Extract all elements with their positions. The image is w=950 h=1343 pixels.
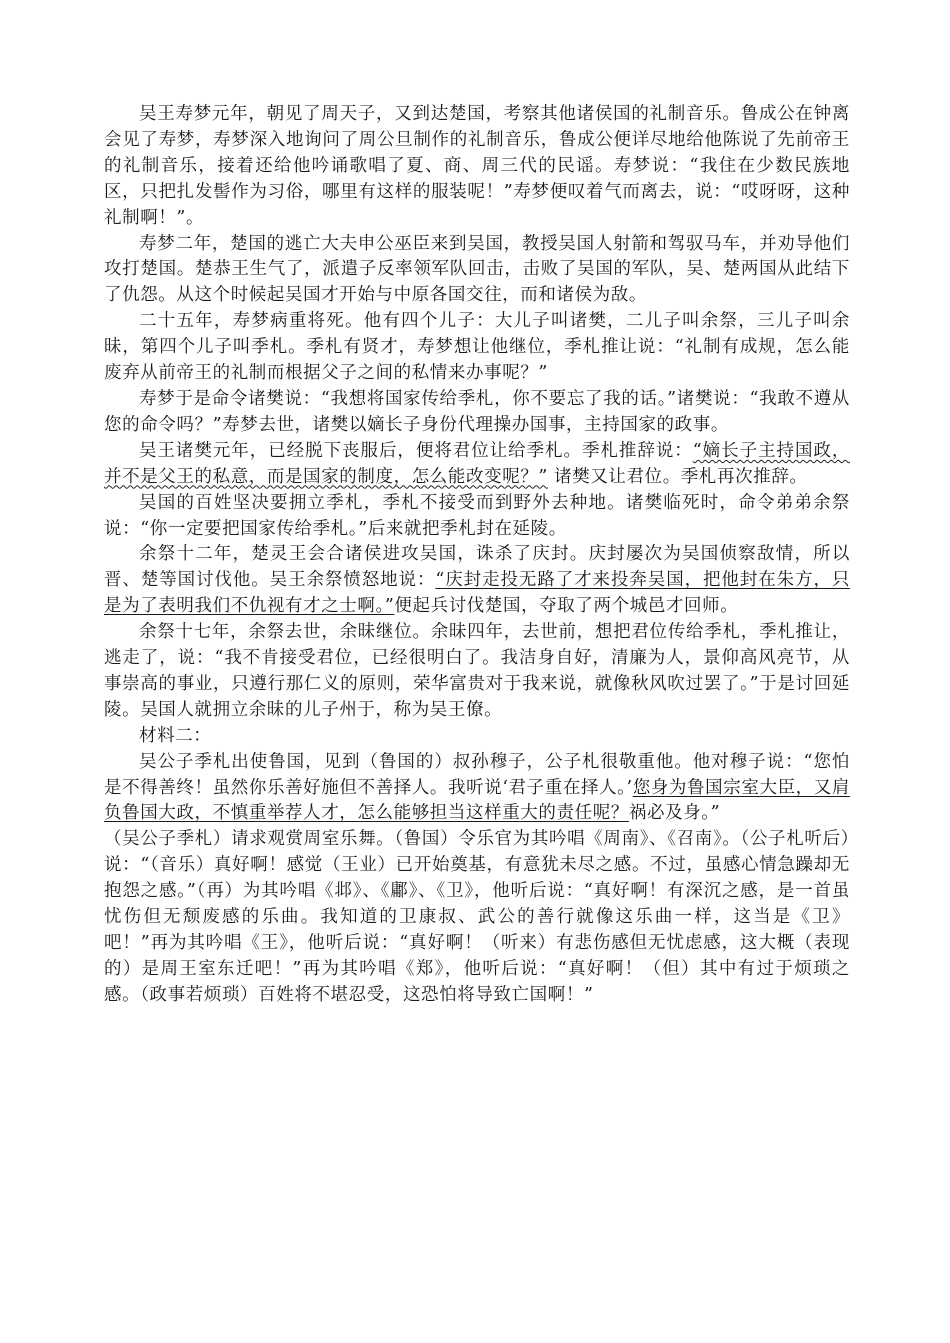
- paragraph-yuji-seventeenth-year: 余祭十七年，余祭去世，余昧继位。余昧四年，去世前，想把君位传给季札，季札推让，逃走了，说：“我不肯接受君位，已经很明白了。我洁身自好，清廉为人，景仰高风亮节，从事崇高的事业，只遵行那仁义的原则，荣华富贵对于我来说，就像秋风吹过罢了。”于是讨回延陵。吴国人就拥立余昧的儿子州于，称为吴王僚。: [104, 622, 850, 720]
- wavy-underlined-quote: “嫡长子主持国政，并不是父王的私意，而是国家的制度，怎么能改变呢？”: [104, 440, 850, 487]
- paragraph-yuji-twelfth-year: [104, 542, 850, 620]
- paragraph-shoumeng-second-year: 寿梦二年，楚国的逃亡大夫申公巫臣来到吴国，教授吴国人射箭和驾驭马车，并劝导他们攻打楚国。楚恭王生气了，派遣子反率领军队回击，击败了吴国的军队，吴、楚两国从此结下了仇怨。从这个时候起吴国才开始与中原各国交往，而和诸侯为敌。: [104, 233, 850, 306]
- paragraph-twenty-fifth-year: 二十五年，寿梦病重将死。他有四个儿子：大儿子叫诸樊，二儿子叫余祭，三儿子叫余昧，第四个儿子叫季札。季札有贤才，寿梦想让他继位，季札推让说：“礼制有成规，怎么能废弃从前帝王的礼制而根据父子之间的私情来办事呢？”: [104, 311, 850, 384]
- paragraph-shoumeng-command: 寿梦于是命令诸樊说：“我想将国家传给季札，你不要忘了我的话。”诸樊说：“我敢不遵从您的命令吗？”寿梦去世，诸樊以嫡长子身份代理操办国事，主持国家的政事。: [104, 388, 850, 435]
- text-segment: 吴王诸樊元年，已经脱下丧服后，便将君位让给季札。季札推辞说：: [139, 440, 693, 461]
- underlined-quote: “庆封走投无路了才来投奔吴国，把他封在朱方，只是为了表明我们不仇视有才之士啊。”: [104, 570, 850, 617]
- text-segment: 便起兵讨伐楚国，夺取了两个城邑才回师。: [394, 596, 739, 617]
- paragraph-people-support: 吴国的百姓坚决要拥立季札，季札不接受而到野外去种地。诸樊临死时，命令弟弟余祭说：“你一定要把国家传给季札。”后来就把季札封在延陵。: [104, 492, 850, 539]
- material-two-heading: 材料二：: [139, 725, 212, 746]
- text-segment: 祸必及身。”: [628, 803, 721, 824]
- text-segment: 余祭十二年，楚灵王会合诸侯进攻吴国，诛杀了庆封。庆封屡次为吴国侦察敌情，所以晋、楚等国讨伐他。吴王余祭愤怒地说：: [104, 544, 850, 591]
- text-segment: 诸樊又让君位。季札再次推辞。: [547, 466, 808, 487]
- document-page: [104, 102, 850, 1009]
- paragraph-zhufan-first-year: [104, 439, 850, 491]
- paragraph-zhou-music: （吴公子季札）请求观赏周室乐舞。（鲁国）令乐官为其吟唱《周南》、《召南》。（公子札听后）说：“（音乐）真好啊！感觉（王业）已开始奠基，有意犹未尽之感。不过，虽感心情急躁却无抱怨之感。”（再）为其吟唱《邶》、《鄘》、《卫》，他听后说：“真好啊！有深沉之感，是一首虽忧伤但无颓废感的乐曲。我知道的卫康叔、武公的善行就像这乐曲一样，这当是《卫》吧！”再为其吟唱《王》，他听后说：“真好啊！（听来）有悲伤感但无忧虑感，这大概（表现的）是周王室东迁吧！”再为其吟唱《郑》，他听后说：“真好啊！（但）其中有过于烦琐之感。（政事若烦琐）百姓将不堪忍受，这恐怕将导致亡国啊！”: [104, 829, 850, 1005]
- underlined-quote: 您身为鲁国宗室大臣，又肩负鲁国大政，不慎重举荐人才，怎么能够担当这样重大的责任呢？: [104, 777, 850, 824]
- paragraph-jizha-lu-mission: [104, 750, 850, 828]
- paragraph-shoumeng-first-year: 吴王寿梦元年，朝见了周天子，又到达楚国，考察其他诸侯国的礼制音乐。鲁成公在钟离会见了寿梦，寿梦深入地询问了周公旦制作的礼制音乐，鲁成公便详尽地给他陈说了先前帝王的礼制音乐，接着还给他吟诵歌唱了夏、商、周三代的民谣。寿梦说：“我住在少数民族地区，只把扎发髻作为习俗，哪里有这样的服装呢！”寿梦便叹着气而离去，说：“哎呀呀，这种礼制啊！”。: [104, 104, 850, 228]
- text-segment: 吴公子季札出使鲁国，见到（鲁国的）叔孙穆子，公子札很敬重他。他对穆子说：“您怕是不得善终！虽然你乐善好施但不善择人。我听说‘君子重在择人。’: [104, 751, 850, 798]
